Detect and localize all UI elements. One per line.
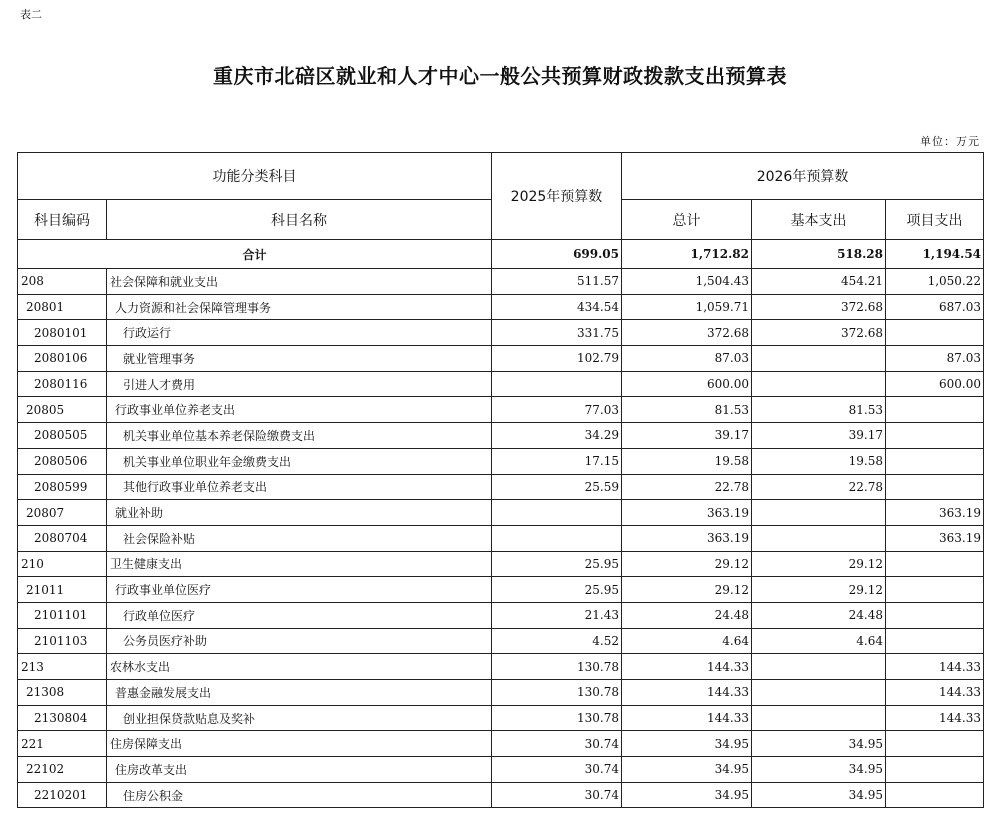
cell-name: 行政单位医疗 bbox=[107, 602, 492, 628]
cell-total: 34.95 bbox=[622, 757, 752, 783]
cell-name: 行政事业单位医疗 bbox=[107, 577, 492, 603]
table-row bbox=[18, 731, 984, 757]
table-row bbox=[18, 320, 984, 346]
cell-b2025: 30.74 bbox=[492, 731, 622, 757]
cell-basic bbox=[752, 705, 886, 731]
table-row bbox=[18, 269, 984, 295]
project-header: 项目支出 bbox=[886, 200, 984, 240]
cell-total: 363.19 bbox=[622, 525, 752, 551]
cell-project bbox=[886, 577, 984, 603]
cell-name: 社会保险补贴 bbox=[107, 525, 492, 551]
cell-name: 公务员医疗补助 bbox=[107, 628, 492, 654]
cell-project bbox=[886, 782, 984, 808]
cell-b2025: 30.74 bbox=[492, 757, 622, 783]
cell-b2025: 25.59 bbox=[492, 474, 622, 500]
cell-project: 1,050.22 bbox=[886, 269, 984, 295]
cell-project bbox=[886, 731, 984, 757]
cell-code: 208 bbox=[18, 269, 107, 295]
cell-b2025: 511.57 bbox=[492, 269, 622, 295]
cell-total: 87.03 bbox=[622, 346, 752, 372]
cell-total: 144.33 bbox=[622, 680, 752, 706]
cell-project bbox=[886, 423, 984, 449]
cell-name: 机关事业单位基本养老保险缴费支出 bbox=[107, 423, 492, 449]
cell-name: 机关事业单位职业年金缴费支出 bbox=[107, 448, 492, 474]
cell-total: 144.33 bbox=[622, 654, 752, 680]
cell-name: 住房改革支出 bbox=[107, 757, 492, 783]
cell-b2025: 331.75 bbox=[492, 320, 622, 346]
total-label: 合计 bbox=[18, 240, 492, 269]
cell-b2025: 25.95 bbox=[492, 551, 622, 577]
table-row bbox=[18, 602, 984, 628]
cell-project bbox=[886, 448, 984, 474]
cell-name: 住房公积金 bbox=[107, 782, 492, 808]
cell-total: 22.78 bbox=[622, 474, 752, 500]
cell-project: 687.03 bbox=[886, 294, 984, 320]
cell-total: 19.58 bbox=[622, 448, 752, 474]
cell-basic bbox=[752, 680, 886, 706]
table-tag: 表二 bbox=[20, 8, 42, 21]
total-header: 总计 bbox=[622, 200, 752, 240]
table-row bbox=[18, 680, 984, 706]
cell-total: 34.95 bbox=[622, 731, 752, 757]
cell-total: 372.68 bbox=[622, 320, 752, 346]
cell-name: 行政事业单位养老支出 bbox=[107, 397, 492, 423]
total-total: 1,712.82 bbox=[622, 240, 752, 269]
total-b2025: 699.05 bbox=[492, 240, 622, 269]
cell-total: 81.53 bbox=[622, 397, 752, 423]
cell-name: 住房保障支出 bbox=[107, 731, 492, 757]
cell-total: 39.17 bbox=[622, 423, 752, 449]
cell-b2025: 130.78 bbox=[492, 705, 622, 731]
cell-project: 87.03 bbox=[886, 346, 984, 372]
table-row bbox=[18, 423, 984, 449]
cell-code: 2101101 bbox=[18, 602, 107, 628]
cell-project bbox=[886, 628, 984, 654]
name-header: 科目名称 bbox=[107, 200, 492, 240]
cell-name: 卫生健康支出 bbox=[107, 551, 492, 577]
cell-basic: 4.64 bbox=[752, 628, 886, 654]
table-row bbox=[18, 782, 984, 808]
cell-project: 144.33 bbox=[886, 654, 984, 680]
cell-basic: 34.95 bbox=[752, 757, 886, 783]
cell-project: 363.19 bbox=[886, 525, 984, 551]
cell-code: 20801 bbox=[18, 294, 107, 320]
func-category-header: 功能分类科目 bbox=[18, 153, 492, 200]
cell-total: 144.33 bbox=[622, 705, 752, 731]
table-row bbox=[18, 654, 984, 680]
cell-name: 就业管理事务 bbox=[107, 346, 492, 372]
cell-code: 20807 bbox=[18, 500, 107, 526]
cell-basic: 29.12 bbox=[752, 551, 886, 577]
cell-code: 2080506 bbox=[18, 448, 107, 474]
cell-b2025: 34.29 bbox=[492, 423, 622, 449]
cell-b2025 bbox=[492, 371, 622, 397]
table-row bbox=[18, 500, 984, 526]
table-row bbox=[18, 525, 984, 551]
cell-basic bbox=[752, 654, 886, 680]
budget-2026-header: 2026年预算数 bbox=[622, 153, 984, 200]
cell-project bbox=[886, 602, 984, 628]
table-row bbox=[18, 448, 984, 474]
cell-code: 2080106 bbox=[18, 346, 107, 372]
cell-code: 22102 bbox=[18, 757, 107, 783]
cell-name: 人力资源和社会保障管理事务 bbox=[107, 294, 492, 320]
cell-project bbox=[886, 397, 984, 423]
cell-project bbox=[886, 757, 984, 783]
table-row bbox=[18, 346, 984, 372]
page-title: 重庆市北碚区就业和人才中心一般公共预算财政拨款支出预算表 bbox=[213, 64, 787, 88]
table-row bbox=[18, 577, 984, 603]
cell-code: 2080704 bbox=[18, 525, 107, 551]
cell-basic: 454.21 bbox=[752, 269, 886, 295]
cell-basic bbox=[752, 346, 886, 372]
table-row bbox=[18, 397, 984, 423]
cell-basic bbox=[752, 500, 886, 526]
table-row bbox=[18, 628, 984, 654]
cell-b2025: 30.74 bbox=[492, 782, 622, 808]
cell-basic: 19.58 bbox=[752, 448, 886, 474]
budget-table bbox=[17, 152, 984, 808]
cell-total: 4.64 bbox=[622, 628, 752, 654]
cell-b2025: 17.15 bbox=[492, 448, 622, 474]
table-row bbox=[18, 757, 984, 783]
cell-basic: 81.53 bbox=[752, 397, 886, 423]
cell-b2025: 130.78 bbox=[492, 654, 622, 680]
cell-b2025: 4.52 bbox=[492, 628, 622, 654]
cell-total: 1,504.43 bbox=[622, 269, 752, 295]
cell-code: 2080101 bbox=[18, 320, 107, 346]
cell-total: 34.95 bbox=[622, 782, 752, 808]
cell-project bbox=[886, 320, 984, 346]
cell-b2025 bbox=[492, 500, 622, 526]
cell-code: 2080505 bbox=[18, 423, 107, 449]
cell-basic: 34.95 bbox=[752, 731, 886, 757]
cell-basic: 372.68 bbox=[752, 320, 886, 346]
table-row bbox=[18, 705, 984, 731]
cell-code: 221 bbox=[18, 731, 107, 757]
table-row bbox=[18, 474, 984, 500]
cell-name: 农林水支出 bbox=[107, 654, 492, 680]
table-row bbox=[18, 294, 984, 320]
cell-total: 600.00 bbox=[622, 371, 752, 397]
basic-header: 基本支出 bbox=[752, 200, 886, 240]
cell-name: 普惠金融发展支出 bbox=[107, 680, 492, 706]
cell-name: 创业担保贷款贴息及奖补 bbox=[107, 705, 492, 731]
cell-name: 就业补助 bbox=[107, 500, 492, 526]
cell-basic: 29.12 bbox=[752, 577, 886, 603]
code-header: 科目编码 bbox=[18, 200, 107, 240]
cell-code: 2101103 bbox=[18, 628, 107, 654]
cell-project: 144.33 bbox=[886, 705, 984, 731]
cell-code: 2080116 bbox=[18, 371, 107, 397]
cell-b2025: 102.79 bbox=[492, 346, 622, 372]
cell-total: 24.48 bbox=[622, 602, 752, 628]
cell-name: 社会保障和就业支出 bbox=[107, 269, 492, 295]
cell-basic: 372.68 bbox=[752, 294, 886, 320]
cell-name: 行政运行 bbox=[107, 320, 492, 346]
cell-b2025: 130.78 bbox=[492, 680, 622, 706]
cell-total: 363.19 bbox=[622, 500, 752, 526]
cell-name: 引进人才费用 bbox=[107, 371, 492, 397]
cell-b2025: 25.95 bbox=[492, 577, 622, 603]
cell-basic bbox=[752, 525, 886, 551]
cell-code: 20805 bbox=[18, 397, 107, 423]
cell-code: 21011 bbox=[18, 577, 107, 603]
cell-project: 363.19 bbox=[886, 500, 984, 526]
total-row bbox=[18, 240, 984, 269]
cell-project bbox=[886, 474, 984, 500]
cell-total: 29.12 bbox=[622, 551, 752, 577]
unit-label: 单位：万元 bbox=[920, 135, 980, 148]
cell-project: 144.33 bbox=[886, 680, 984, 706]
cell-code: 21308 bbox=[18, 680, 107, 706]
cell-b2025 bbox=[492, 525, 622, 551]
cell-code: 2210201 bbox=[18, 782, 107, 808]
cell-b2025: 434.54 bbox=[492, 294, 622, 320]
cell-total: 29.12 bbox=[622, 577, 752, 603]
cell-code: 210 bbox=[18, 551, 107, 577]
cell-basic: 39.17 bbox=[752, 423, 886, 449]
cell-project bbox=[886, 551, 984, 577]
cell-basic: 24.48 bbox=[752, 602, 886, 628]
cell-code: 2080599 bbox=[18, 474, 107, 500]
cell-basic bbox=[752, 371, 886, 397]
table-row bbox=[18, 551, 984, 577]
total-basic: 518.28 bbox=[752, 240, 886, 269]
cell-code: 213 bbox=[18, 654, 107, 680]
cell-b2025: 21.43 bbox=[492, 602, 622, 628]
total-project: 1,194.54 bbox=[886, 240, 984, 269]
table-row bbox=[18, 371, 984, 397]
cell-total: 1,059.71 bbox=[622, 294, 752, 320]
cell-basic: 22.78 bbox=[752, 474, 886, 500]
cell-project: 600.00 bbox=[886, 371, 984, 397]
cell-b2025: 77.03 bbox=[492, 397, 622, 423]
cell-code: 2130804 bbox=[18, 705, 107, 731]
cell-basic: 34.95 bbox=[752, 782, 886, 808]
cell-name: 其他行政事业单位养老支出 bbox=[107, 474, 492, 500]
budget-2025-header: 2025年预算数 bbox=[492, 153, 622, 240]
